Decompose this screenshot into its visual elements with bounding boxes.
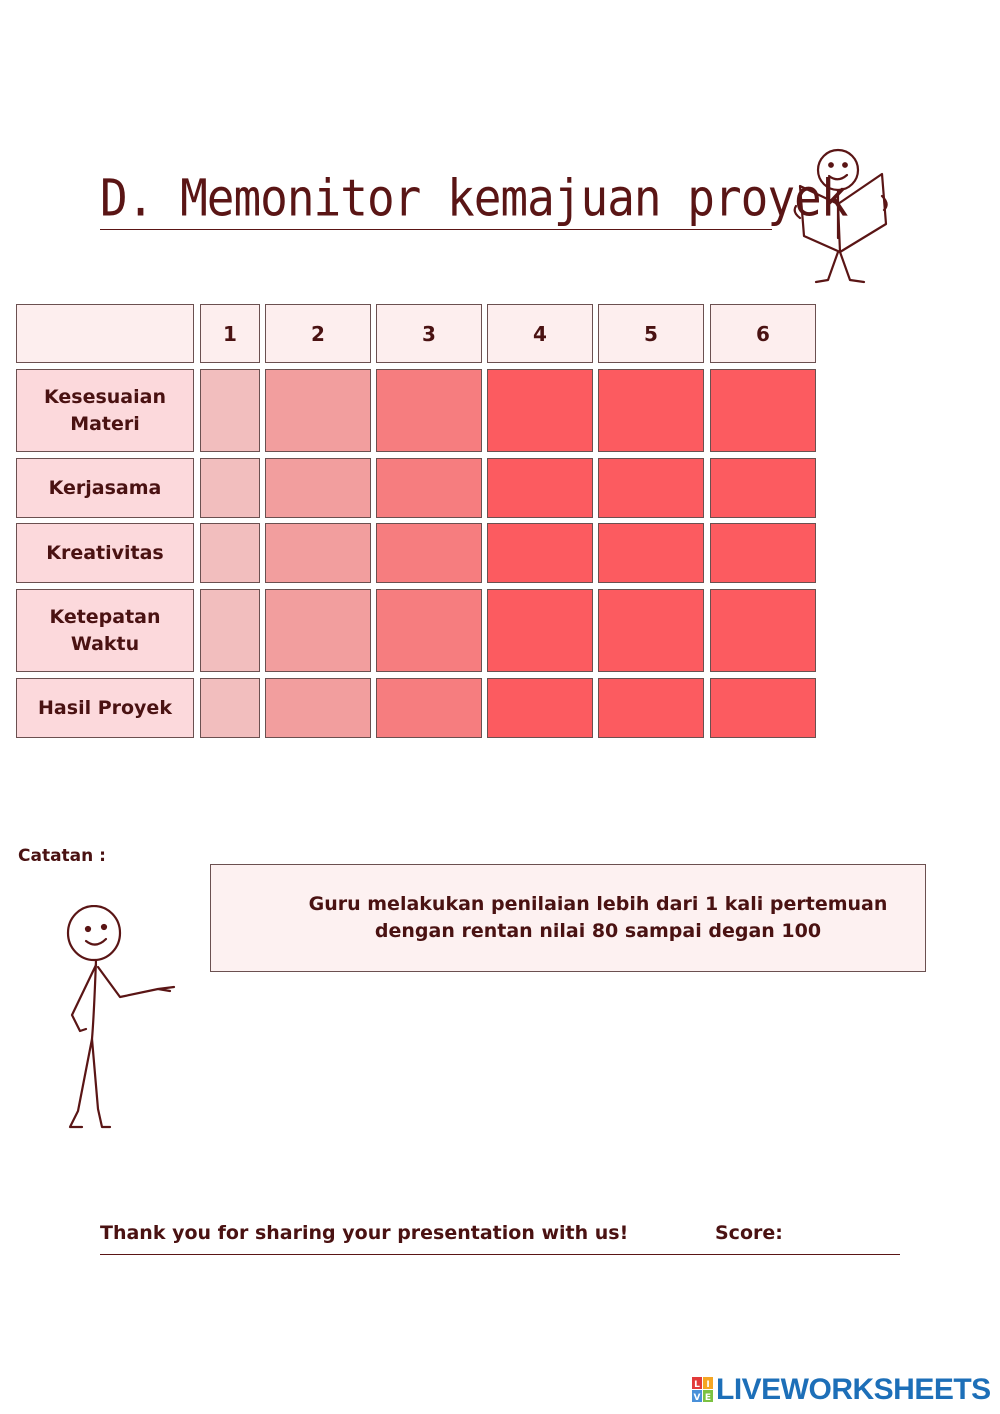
column-header: 1 (200, 304, 260, 363)
score-cell[interactable] (376, 369, 482, 452)
liveworksheets-logo-icon (692, 1377, 714, 1403)
row-label-line: Materi (70, 412, 140, 435)
score-cell[interactable] (200, 458, 260, 518)
column-header: 3 (376, 304, 482, 363)
stick-figure-presenting-icon (58, 905, 182, 1133)
row-label-line: Ketepatan (49, 605, 161, 628)
score-cell[interactable] (710, 589, 816, 672)
thank-you-text: Thank you for sharing your presentation with us! (100, 1222, 629, 1244)
column-header: 4 (487, 304, 593, 363)
score-cell[interactable] (487, 589, 593, 672)
score-cell[interactable] (598, 369, 704, 452)
row-label-ketepatan-waktu (16, 589, 194, 672)
score-cell[interactable] (265, 458, 371, 518)
score-cell[interactable] (376, 458, 482, 518)
score-cell[interactable] (265, 589, 371, 672)
score-cell[interactable] (710, 523, 816, 583)
logo-letter: L (694, 1380, 700, 1390)
score-cell[interactable] (487, 523, 593, 583)
row-label-kreativitas: Kreativitas (16, 523, 194, 583)
score-cell[interactable] (376, 523, 482, 583)
notes-line: dengan rentan nilai 80 sampai degan 100 (374, 920, 822, 942)
logo-letter: V (693, 1393, 701, 1403)
score-cell[interactable] (200, 589, 260, 672)
row-label-line: Waktu (70, 632, 140, 655)
table-corner-cell (16, 304, 194, 363)
score-cell[interactable] (598, 458, 704, 518)
score-cell[interactable] (598, 678, 704, 738)
score-cell[interactable] (376, 589, 482, 672)
footer-line (100, 1254, 900, 1255)
logo-letter: E (704, 1393, 712, 1403)
notes-line: Guru melakukan penilaian lebih dari 1 kali pertemuan (308, 893, 888, 915)
page-title: D. Memonitor kemajuan proyek (100, 168, 848, 228)
row-label-kerjasama: Kerjasama (16, 458, 194, 518)
score-cell[interactable] (200, 678, 260, 738)
row-label-line: Kesesuaian (44, 385, 166, 408)
title-underline (100, 229, 772, 230)
score-cell[interactable] (598, 589, 704, 672)
notes-label: Catatan : (18, 846, 106, 866)
score-cell[interactable] (710, 458, 816, 518)
score-cell[interactable] (487, 369, 593, 452)
score-cell[interactable] (265, 523, 371, 583)
column-header: 5 (598, 304, 704, 363)
liveworksheets-brand (692, 1374, 991, 1406)
row-label-kesesuaian-materi (16, 369, 194, 452)
logo-letter: I (706, 1380, 710, 1390)
column-header: 2 (265, 304, 371, 363)
column-header: 6 (710, 304, 816, 363)
score-cell[interactable] (200, 369, 260, 452)
score-cell[interactable] (487, 458, 593, 518)
score-cell[interactable] (265, 369, 371, 452)
score-cell[interactable] (376, 678, 482, 738)
score-cell[interactable] (710, 369, 816, 452)
stick-figure-reading-icon (790, 148, 900, 288)
score-cell[interactable] (710, 678, 816, 738)
brand-name: LIVEWORKSHEETS (716, 1373, 991, 1406)
score-cell[interactable] (265, 678, 371, 738)
score-label: Score: (715, 1222, 783, 1244)
score-cell[interactable] (200, 523, 260, 583)
row-label-hasil-proyek: Hasil Proyek (16, 678, 194, 738)
score-cell[interactable] (487, 678, 593, 738)
score-cell[interactable] (598, 523, 704, 583)
notes-box (210, 864, 926, 972)
